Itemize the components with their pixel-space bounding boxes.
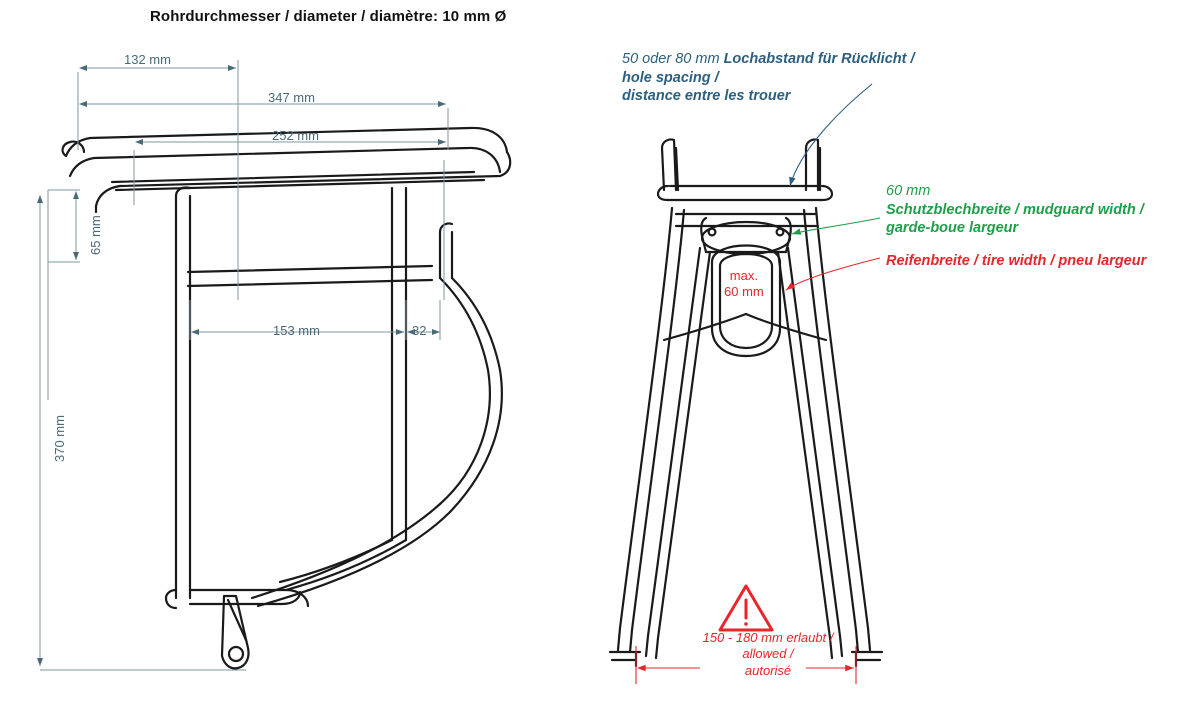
rack-side-view	[63, 128, 511, 668]
mudguard-value: 60 mm	[886, 183, 931, 199]
dimension-label-153: 153 mm	[273, 323, 320, 338]
hole-spacing-note	[622, 50, 915, 106]
wheel-width-line2: allowed /	[742, 646, 794, 662]
mudguard-note	[886, 182, 1144, 238]
dimension-label-252: 252 mm	[272, 128, 319, 143]
wheel-width-note	[648, 630, 888, 679]
dimension-label-132: 132 mm	[124, 52, 171, 67]
wheel-width-line3: autorisé	[744, 662, 792, 678]
dimension-label-32: 32	[412, 323, 427, 338]
hole-spacing-line1: Lochabstand für Rücklicht /	[723, 51, 915, 67]
hole-spacing-line2: hole spacing /	[622, 69, 719, 86]
wheel-width-line1: 150 - 180 mm erlaubt /	[702, 630, 834, 645]
dimension-label-347: 347 mm	[268, 90, 315, 105]
left-dimension-lines	[40, 60, 448, 670]
mudguard-line2: garde-boue largeur	[886, 220, 1019, 237]
page-title: Rohrdurchmesser / diameter / diamètre: 10 mm Ø	[150, 8, 507, 25]
tire-width-line1: Reifenbreite / tire width / pneu largeur	[886, 253, 1147, 269]
mudguard-line1: Schutzblechbreite / mudguard width /	[886, 201, 1144, 218]
hole-spacing-line3: distance entre les trouer	[622, 88, 791, 105]
tire-max-line1: max.	[729, 268, 758, 283]
tire-max-label	[724, 268, 764, 301]
hole-spacing-value: 50 oder 80 mm	[622, 51, 720, 67]
dimension-label-65: 65 mm	[88, 215, 103, 255]
tire-max-line2: 60 mm	[724, 284, 764, 300]
warning-triangle-icon	[720, 586, 772, 630]
dimension-label-370: 370 mm	[52, 415, 67, 462]
tire-width-note	[886, 252, 1146, 271]
